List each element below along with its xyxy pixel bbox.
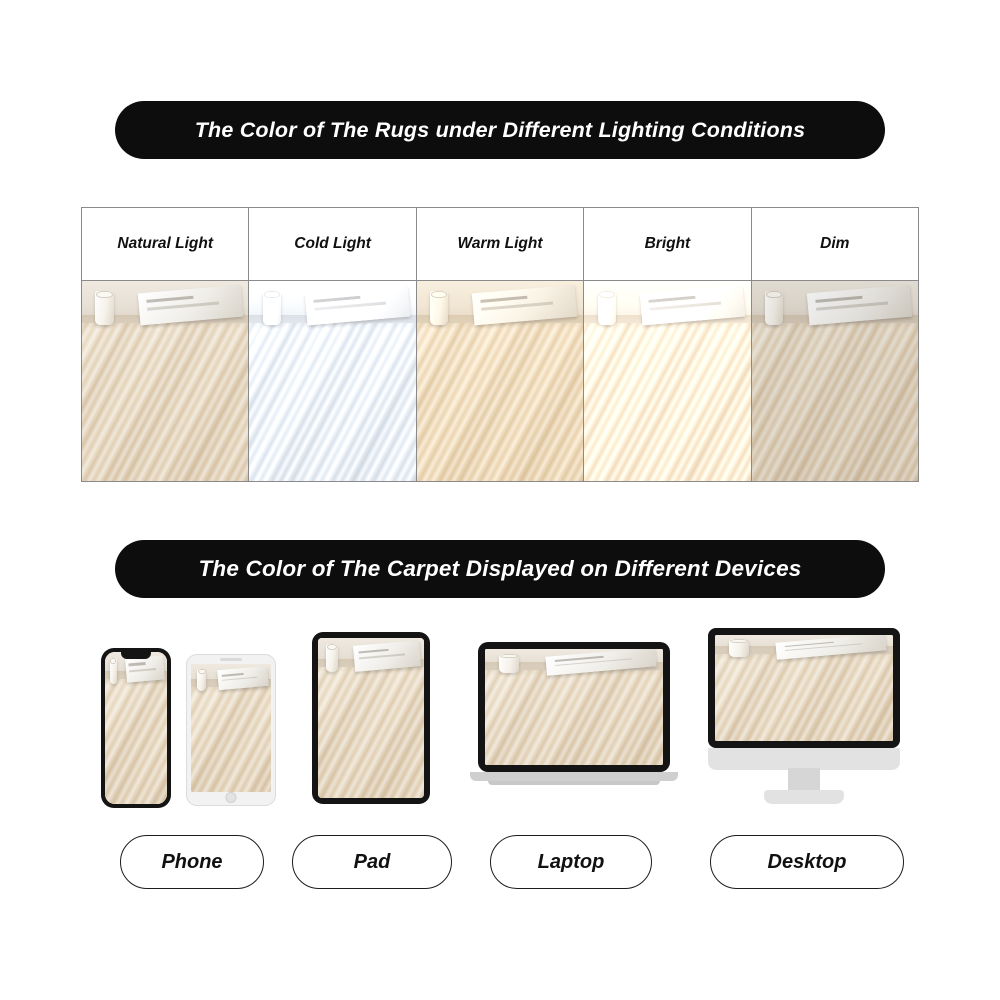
lighting-image-warm-light xyxy=(417,281,583,481)
lighting-image-cold-light xyxy=(249,281,415,481)
magazine-prop xyxy=(125,655,165,683)
lighting-banner-text: The Color of The Rugs under Different Lighting Conditions xyxy=(194,117,806,142)
rug-texture xyxy=(485,649,663,765)
lighting-column-bright xyxy=(584,208,751,481)
phone-speaker xyxy=(220,658,242,661)
device-label-laptop-text: Laptop xyxy=(537,850,605,873)
lighting-header-warm-light: Warm Light xyxy=(417,208,583,281)
rug-texture xyxy=(417,281,583,481)
device-label-pad-text: Pad xyxy=(353,850,391,873)
magazine-prop xyxy=(217,666,268,691)
cup-prop xyxy=(499,654,519,674)
phone-home-button xyxy=(226,792,237,803)
lighting-comparison-table xyxy=(81,207,919,482)
rug-texture xyxy=(191,664,271,792)
lighting-image-dim xyxy=(752,281,918,481)
phone-screen xyxy=(105,652,167,804)
device-label-desktop xyxy=(710,835,904,889)
cup-prop xyxy=(729,639,749,657)
rug-texture xyxy=(715,635,893,741)
rug-texture xyxy=(584,281,750,481)
rug-texture xyxy=(318,638,424,798)
desktop-device-mockup xyxy=(708,628,900,814)
cup-prop xyxy=(326,644,338,671)
laptop-lid xyxy=(478,642,670,772)
lighting-header-cold-light: Cold Light xyxy=(249,208,415,281)
rug-texture xyxy=(105,652,167,804)
phone-device-mockup-front xyxy=(101,648,171,808)
lighting-column-dim xyxy=(752,208,918,481)
desktop-chin xyxy=(708,748,900,770)
cup-prop xyxy=(95,291,113,325)
lighting-column-natural-light xyxy=(82,208,249,481)
cup-prop xyxy=(598,291,616,325)
laptop-base xyxy=(470,772,678,781)
lighting-image-natural-light xyxy=(82,281,248,481)
device-label-phone-text: Phone xyxy=(161,850,223,873)
device-label-laptop xyxy=(490,835,652,889)
pad-device-mockup xyxy=(312,632,430,804)
rug-texture xyxy=(82,281,248,481)
lighting-header-bright: Bright xyxy=(584,208,750,281)
cup-prop xyxy=(110,658,117,684)
laptop-device-mockup xyxy=(470,632,678,810)
lighting-section-banner xyxy=(115,101,885,159)
cup-prop xyxy=(197,669,206,691)
device-label-pad xyxy=(292,835,452,889)
laptop-foot xyxy=(488,781,660,785)
phone-screen-white xyxy=(191,664,271,792)
lighting-header-dim: Dim xyxy=(752,208,918,281)
devices-banner-text: The Color of The Carpet Displayed on Different Devices xyxy=(198,556,802,581)
lighting-image-bright xyxy=(584,281,750,481)
cup-prop xyxy=(765,291,783,325)
phone-device-mockup-white xyxy=(186,654,276,806)
phone-notch xyxy=(121,652,151,659)
lighting-header-natural-light: Natural Light xyxy=(82,208,248,281)
lighting-column-cold-light xyxy=(249,208,416,481)
rug-texture xyxy=(752,281,918,481)
desktop-screen xyxy=(715,635,893,741)
devices-section-banner xyxy=(115,540,885,598)
cup-prop xyxy=(430,291,448,325)
desktop-stand-base xyxy=(764,790,844,804)
laptop-screen xyxy=(485,649,663,765)
desktop-bezel xyxy=(708,628,900,748)
device-label-desktop-text: Desktop xyxy=(767,850,847,873)
lighting-column-warm-light xyxy=(417,208,584,481)
device-label-phone xyxy=(120,835,264,889)
magazine-prop xyxy=(353,640,421,671)
pad-screen xyxy=(318,638,424,798)
rug-texture xyxy=(249,281,415,481)
cup-prop xyxy=(263,291,281,325)
device-mockups-row xyxy=(0,610,1000,820)
